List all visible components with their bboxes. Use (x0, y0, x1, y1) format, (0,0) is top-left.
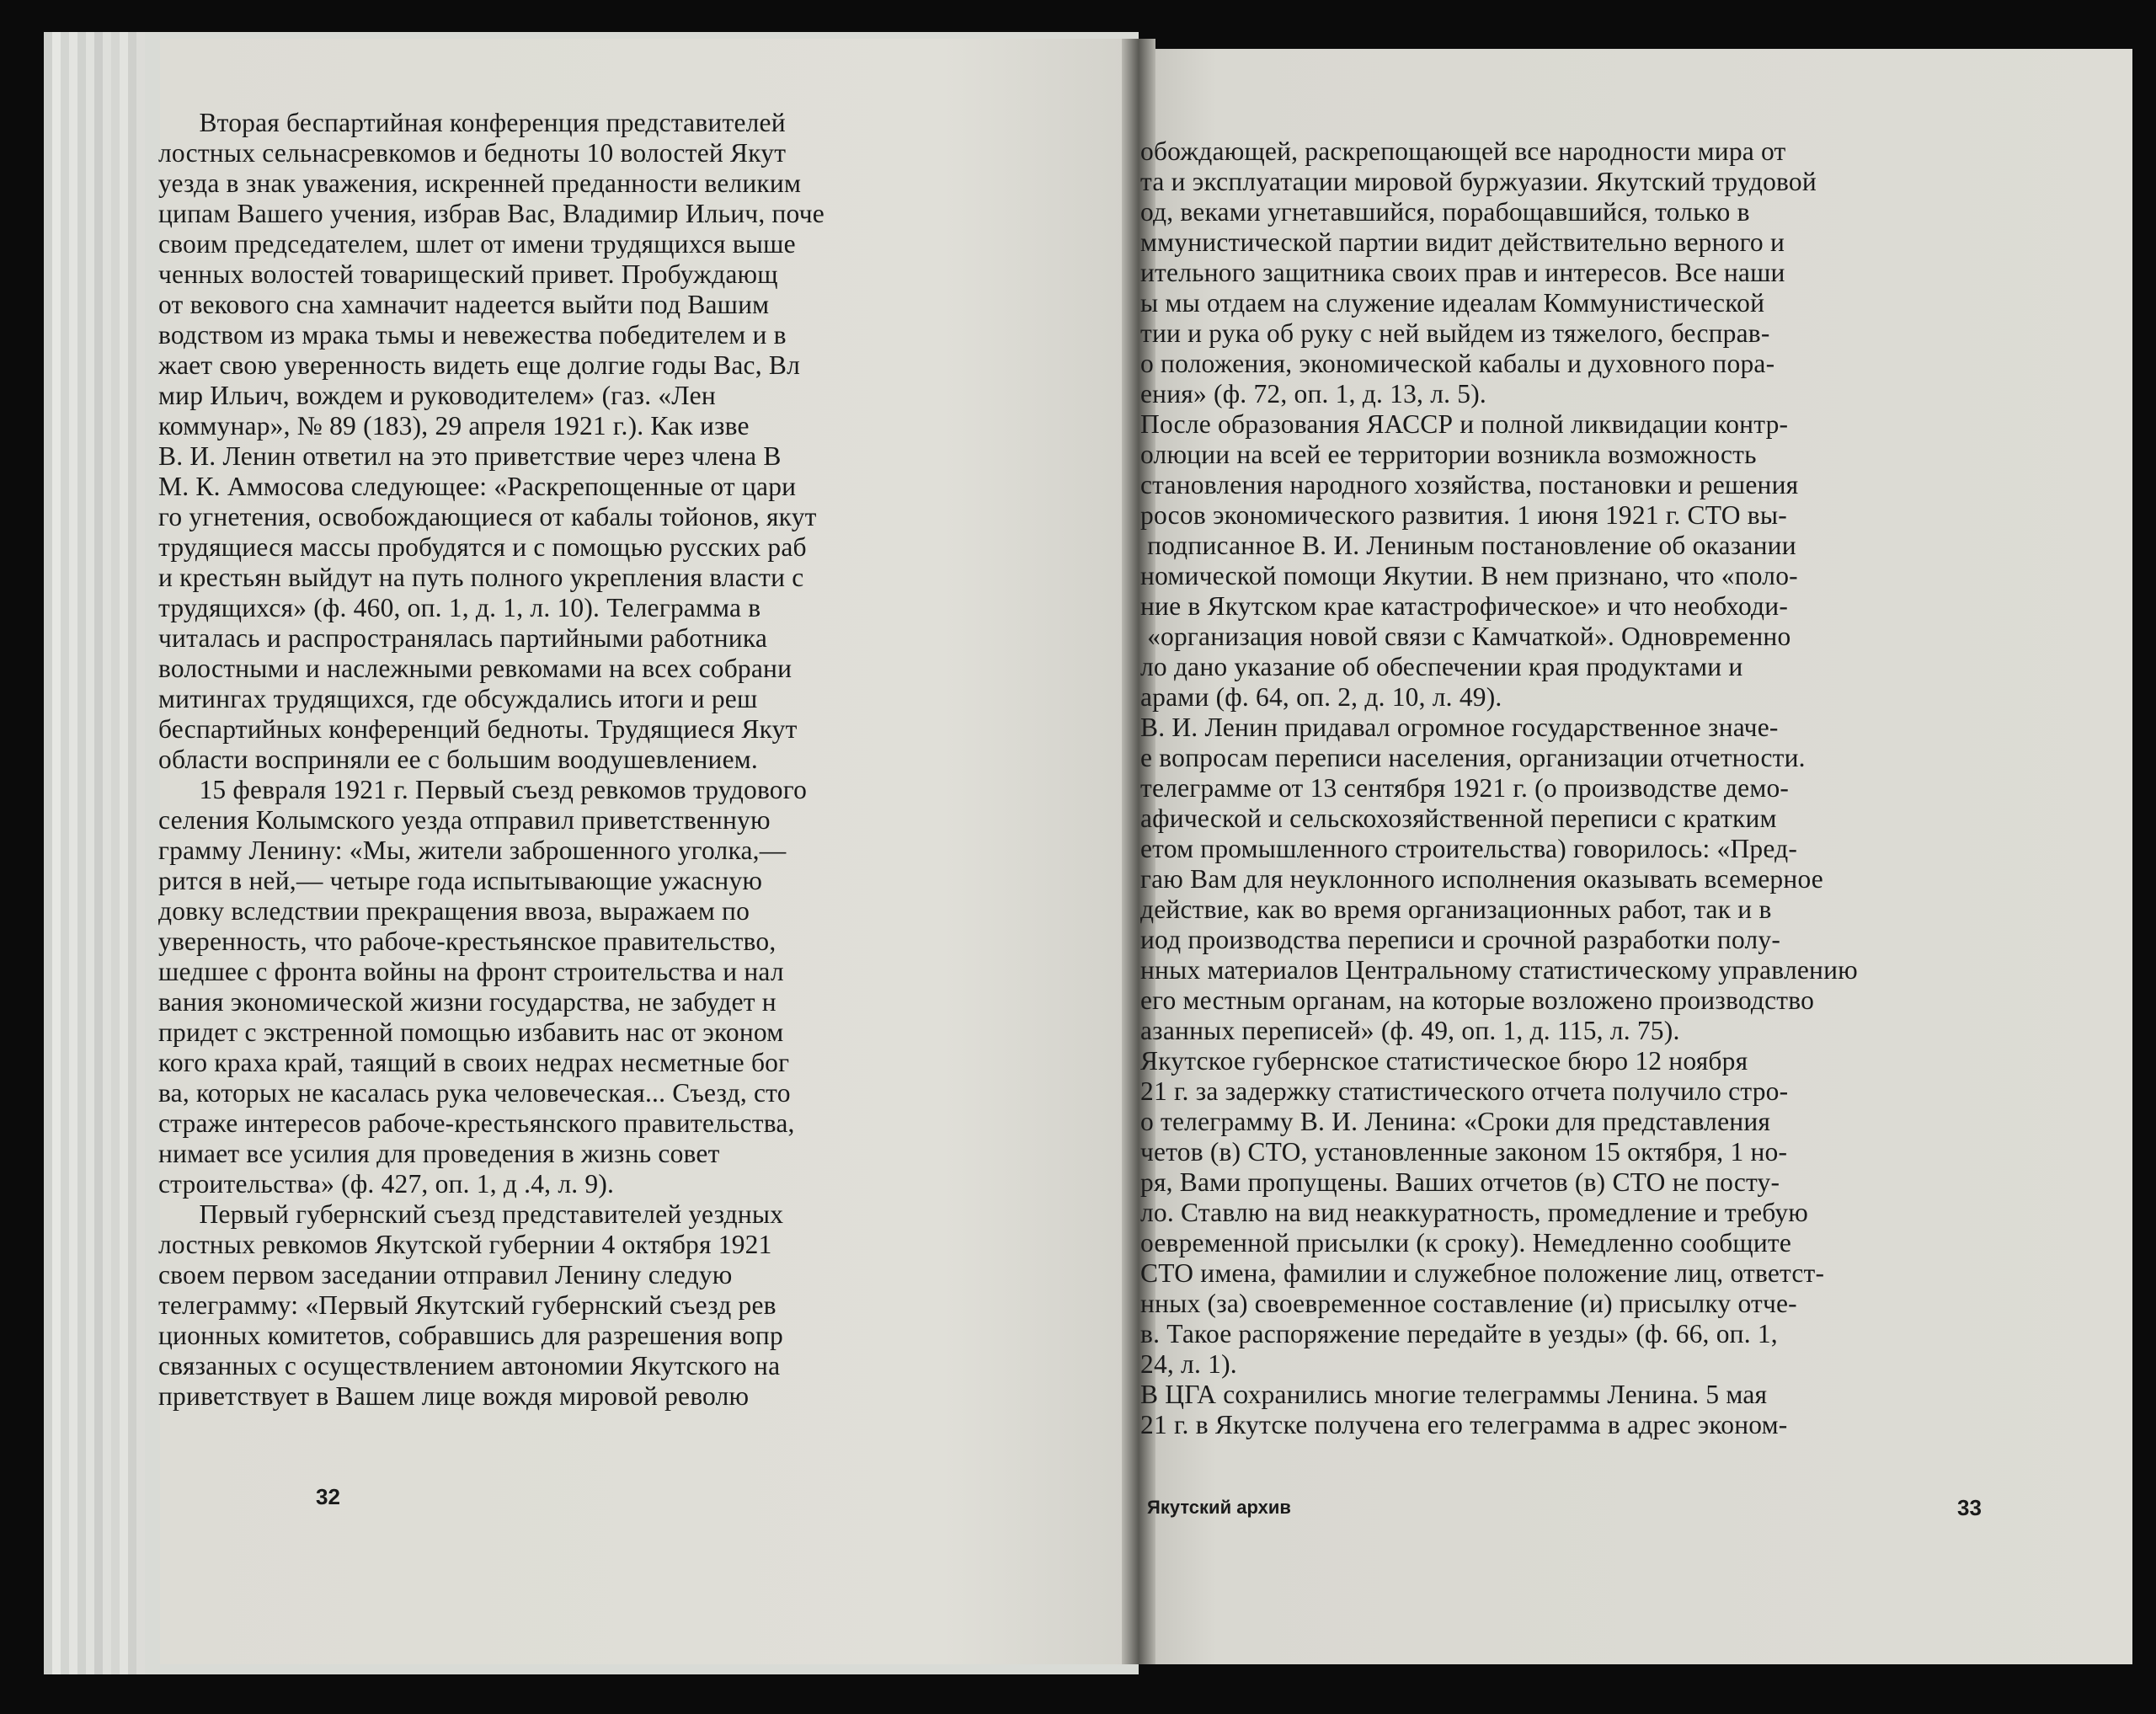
text-line: довку вследствии прекращения ввоза, выражаем по (158, 896, 750, 926)
text-line: становления народного хозяйства, постановки и решения (1140, 470, 1799, 499)
text-line: в. Такое распоряжение передайте в уезды» (ф. 66, оп. 1, (1140, 1319, 1778, 1348)
text-line: волостными и наслежными ревкомами на всех собрани (158, 654, 792, 683)
text-line: росов экономического развития. 1 июня 1921 г. СТО вы- (1140, 500, 1787, 530)
text-line: рится в ней,— четыре года испытывающие ужасную (158, 866, 763, 895)
text-line: оевременной присылки (к сроку). Немедленно сообщите (1140, 1228, 1792, 1257)
text-line: шедшее с фронта войны на фронт строительства и нал (158, 957, 784, 986)
text-line: нных материалов Центральному статистическому управлению (1140, 955, 1858, 985)
text-line: вания экономической жизни государства, не забудет н (158, 987, 776, 1017)
text-line: 21 г. за задержку статистического отчета получило стро- (1140, 1076, 1789, 1106)
text-line: В. И. Ленин ответил на это приветствие через члена В (158, 441, 782, 471)
text-line: своем первом заседании отправил Ленину следую (158, 1260, 733, 1290)
text-line: ы мы отдаем на служение идеалам Коммунистической (1140, 288, 1765, 318)
text-line: действие, как во время организационных работ, так и в (1140, 894, 1772, 924)
text-line: четов (в) СТО, установленные законом 15 октября, 1 но- (1140, 1137, 1788, 1167)
text-line: «организация новой связи с Камчаткой». Одновременно (1140, 622, 1791, 651)
text-line: нных (за) своевременное составление (и) присылку отче- (1140, 1289, 1797, 1318)
text-line: од, веками угнетавшийся, порабощавшийся, только в (1140, 197, 1750, 227)
text-line: азанных переписей» (ф. 49, оп. 1, д. 115, л. 75). (1140, 1016, 1680, 1045)
text-line: подписанное В. И. Лениным постановление об оказании (1140, 531, 1796, 560)
text-line: ципам Вашего учения, избрав Вас, Владимир Ильич, поче (158, 199, 825, 228)
text-line: СТО имена, фамилии и служебное положение лиц, ответст- (1140, 1258, 1825, 1288)
text-line: приветствует в Вашем лице вождя мировой револю (158, 1381, 750, 1411)
running-footer: Якутский архив (1147, 1497, 1291, 1518)
text-line: строительства» (ф. 427, оп. 1, д .4, л. 9). (158, 1169, 615, 1199)
text-line: тии и рука об руку с ней выйдем из тяжелого, бесправ- (1140, 318, 1770, 348)
text-line: селения Колымского уезда отправил приветственную (158, 805, 771, 835)
text-line: грамму Ленину: «Мы, жители заброшенного уголка,— (158, 836, 787, 865)
text-line: ние в Якутском крае катастрофическое» и что необходи- (1140, 591, 1789, 621)
text-line: етом промышленного строительства) говорилось: «Пред- (1140, 834, 1798, 863)
text-line: ва, которых не касалась рука человеческая... Съезд, сто (158, 1078, 791, 1108)
right-page-number: 33 (1957, 1495, 1982, 1520)
text-line: области восприняли ее с большим воодушевлением. (158, 745, 758, 774)
text-line: ционных комитетов, собравшись для разрешения вопр (158, 1321, 783, 1350)
text-line: жает свою уверенность видеть еще долгие годы Вас, Вл (158, 350, 801, 380)
text-line: Вторая беспартийная конференция представителей (158, 108, 786, 137)
text-line: мир Ильич, вождем и руководителем» (газ. «Лен (158, 381, 716, 410)
text-line: афической и сельскохозяйственной переписи с кратким (1140, 804, 1777, 833)
text-line: гаю Вам для неуклонного исполнения оказывать всемерное (1140, 864, 1823, 894)
text-line: 21 г. в Якутске получена его телеграмма в адрес эконом- (1140, 1410, 1788, 1439)
text-line: е вопросам переписи населения, организации отчетности. (1140, 743, 1806, 772)
text-line: придет с экстренной помощью избавить нас от эконом (158, 1017, 784, 1047)
text-line: страже интересов рабоче-крестьянского правительства, (158, 1108, 795, 1138)
text-line: митингах трудящихся, где обсуждались итоги и реш (158, 684, 758, 713)
text-line: телеграмму: «Первый Якутский губернский съезд рев (158, 1290, 776, 1320)
text-line: та и эксплуатации мировой буржуазии. Якутский трудовой (1140, 167, 1817, 196)
text-line: лостных ревкомов Якутской губернии 4 октября 1921 (158, 1230, 772, 1259)
text-line: обождающей, раскрепощающей все народности мира от (1140, 136, 1786, 166)
text-line: ло. Ставлю на вид неаккуратность, промедление и требую (1140, 1198, 1809, 1227)
text-line: нимает все усилия для проведения в жизнь совет (158, 1139, 720, 1168)
text-line: ительного защитника своих прав и интересов. Все наши (1140, 258, 1785, 287)
text-line: После образования ЯАССР и полной ликвидации контр- (1140, 409, 1789, 439)
text-line: его местным органам, на которые возложено производство (1140, 985, 1815, 1015)
text-line: Якутское губернское статистическое бюро 12 ноября (1140, 1046, 1748, 1076)
text-line: Первый губернский съезд представителей уездных (158, 1199, 784, 1229)
text-line: олюции на всей ее территории возникла возможность (1140, 440, 1757, 469)
text-line: о положения, экономической кабалы и духовного пора- (1140, 349, 1775, 378)
text-line: иод производства переписи и срочной разработки полу- (1140, 925, 1781, 954)
text-line: ения» (ф. 72, оп. 1, д. 13, л. 5). (1140, 379, 1486, 408)
text-line: ммунистической партии видит действительно верного и (1140, 227, 1785, 257)
text-line: арами (ф. 64, оп. 2, д. 10, л. 49). (1140, 682, 1502, 712)
text-line: трудящиеся массы пробудятся и с помощью русских раб (158, 532, 807, 562)
text-line: о телеграмму В. И. Ленина: «Сроки для представления (1140, 1107, 1771, 1136)
text-line: читалась и распространялась партийными работника (158, 623, 768, 653)
left-page-number: 32 (316, 1484, 340, 1509)
text-line: 15 февраля 1921 г. Первый съезд ревкомов трудового (158, 775, 808, 804)
text-line: и крестьян выйдут на путь полного укрепления власти с (158, 563, 804, 592)
text-line: связанных с осуществлением автономии Якутского на (158, 1351, 781, 1380)
text-line: В ЦГА сохранились многие телеграммы Ленина. 5 мая (1140, 1380, 1768, 1409)
text-line: кого краха край, таящий в своих недрах несметные бог (158, 1048, 790, 1077)
text-line: уезда в знак уважения, искренней преданности великим (158, 168, 802, 198)
text-line: телеграмме от 13 сентября 1921 г. (о производстве демо- (1140, 773, 1790, 803)
text-line: ря, Вами пропущены. Ваших отчетов (в) СТО не посту- (1140, 1167, 1780, 1197)
text-line: от векового сна хамначит надеется выйти под Вашим (158, 290, 770, 319)
text-line: коммунар», № 89 (183), 29 апреля 1921 г.). Как изве (158, 411, 750, 441)
text-line: уверенность, что рабоче-крестьянское правительство, (158, 926, 776, 956)
text-line: 24, л. 1). (1140, 1349, 1237, 1379)
text-line: номической помощи Якутии. В нем признано, что «поло- (1140, 561, 1798, 590)
text-line: лостных сельнасревкомов и бедноты 10 волостей Якут (158, 138, 787, 168)
text-line: своим председателем, шлет от имени трудящихся выше (158, 229, 796, 259)
text-line: беспартийных конференций бедноты. Трудящиеся Якут (158, 714, 798, 744)
left-page-text (158, 108, 825, 1412)
text-line: водством из мрака тьмы и невежества победителем и в (158, 320, 787, 350)
text-line: М. К. Аммосова следующее: «Раскрепощенные от цари (158, 472, 797, 501)
text-line: В. И. Ленин придавал огромное государственное значе- (1140, 713, 1779, 742)
text-line: ло дано указание об обеспечении края продуктами и (1140, 652, 1743, 681)
text-line: го угнетения, освобождающиеся от кабалы тойонов, якут (158, 502, 817, 531)
text-line: трудящихся» (ф. 460, оп. 1, д. 1, л. 10). Телеграмма в (158, 593, 761, 622)
right-page-text (1140, 136, 1858, 1440)
text-line: ченных волостей товарищеский привет. Пробуждающ (158, 259, 778, 289)
